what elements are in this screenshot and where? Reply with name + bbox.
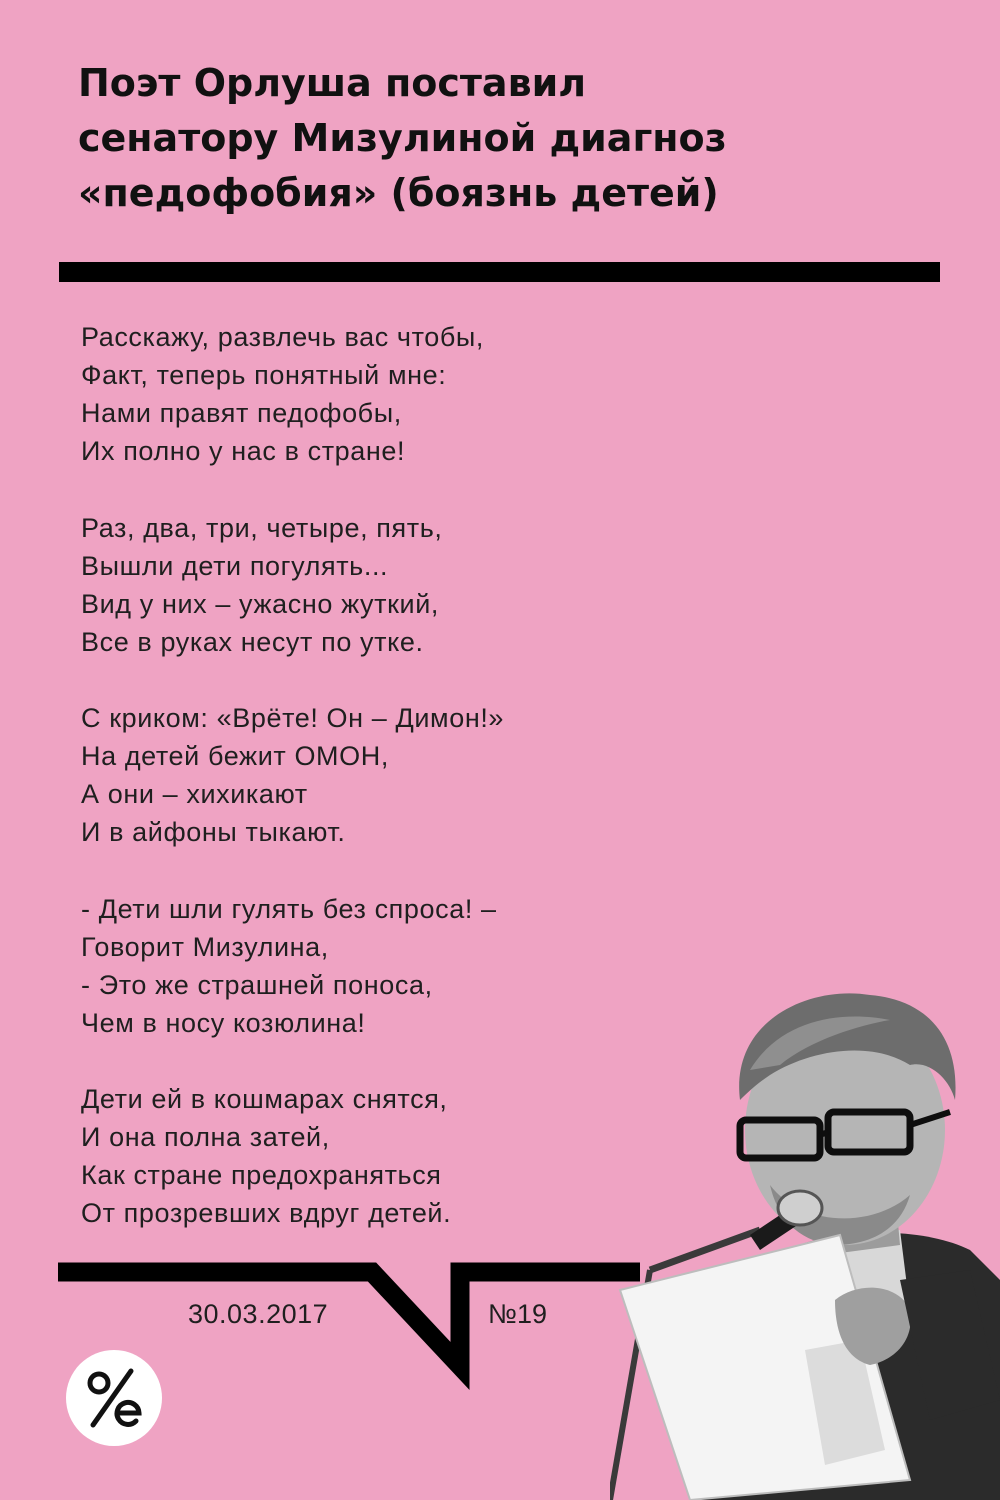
poem-line: Как стране предохраняться xyxy=(81,1160,442,1190)
poem-line: От прозревших вдруг детей. xyxy=(81,1198,452,1228)
logo-glyph xyxy=(79,1363,149,1433)
poem-line: - Это же страшней поноса, xyxy=(81,969,433,1000)
page-title xyxy=(78,56,938,221)
poem-line: Чем в носу козюлина! xyxy=(81,1007,366,1038)
poem-line: И она полна затей, xyxy=(81,1122,330,1152)
poem-line: - Дети шли гулять без спроса! – xyxy=(81,893,497,924)
poem-line: Нами правят педофобы, xyxy=(81,398,402,428)
poem-line: Вид у них – ужасно жуткий, xyxy=(81,588,439,619)
stanza xyxy=(81,509,721,661)
title-line: сенатору Мизулиной диагноз xyxy=(78,116,727,160)
poem-line: А они – хихикают xyxy=(81,779,308,809)
poem-line: С криком: «Врёте! Он – Димон!» xyxy=(81,703,505,733)
poem-line: Вышли дети погулять... xyxy=(81,550,389,581)
poem-line: Раз, два, три, четыре, пять, xyxy=(81,512,443,543)
publication-date: 30.03.2017 xyxy=(188,1299,329,1329)
poem-line: Их полно у нас в стране! xyxy=(81,436,406,466)
poem-line: Факт, теперь понятный мне: xyxy=(81,360,447,390)
poem-line: Говорит Мизулина, xyxy=(81,931,329,962)
poem-line: Дети ей в кошмарах снятся, xyxy=(81,1084,448,1114)
poem-line: Расскажу, развлечь вас чтобы, xyxy=(81,322,485,352)
percent-e-logo-icon xyxy=(66,1350,162,1446)
title-line: «педофобия» (боязнь детей) xyxy=(78,171,719,215)
poem-line: На детей бежит ОМОН, xyxy=(81,741,389,771)
title-line: Поэт Орлуша поставил xyxy=(78,61,587,105)
stanza xyxy=(81,699,721,851)
stanza xyxy=(81,318,721,470)
poem-line: И в айфоны тыкают. xyxy=(81,817,346,847)
issue-number: №19 xyxy=(488,1299,547,1329)
title-divider xyxy=(59,262,940,282)
poem-line: Все в руках несут по утке. xyxy=(81,626,424,657)
poet-portrait-image xyxy=(610,980,1000,1500)
